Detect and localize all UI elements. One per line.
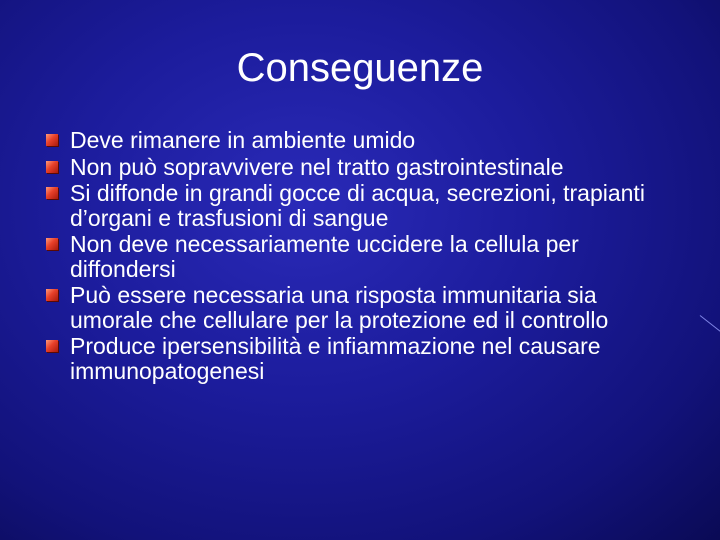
decorative-line bbox=[700, 315, 720, 333]
slide-title: Conseguenze bbox=[236, 46, 484, 90]
bullet-text: Produce ipersensibilità e infiammazione nel causare immunopatogenesi bbox=[70, 333, 601, 384]
red-square-icon bbox=[46, 340, 58, 352]
red-square-icon bbox=[46, 187, 58, 199]
red-square-icon bbox=[46, 289, 58, 301]
red-square-icon bbox=[46, 238, 58, 250]
bullet-item bbox=[42, 232, 682, 281]
bullet-item bbox=[42, 283, 682, 332]
bullet-item bbox=[42, 334, 682, 383]
red-square-icon bbox=[46, 161, 58, 173]
bullet-item bbox=[42, 181, 682, 230]
red-square-icon bbox=[46, 134, 58, 146]
bullet-item bbox=[42, 155, 682, 180]
bullet-text: Non può sopravvivere nel tratto gastrointestinale bbox=[70, 153, 564, 180]
bullet-list bbox=[42, 128, 682, 385]
bullet-text: Si diffonde in grandi gocce di acqua, secrezioni, trapianti d’organi e trasfusioni di sangue bbox=[70, 180, 645, 231]
bullet-text: Deve rimanere in ambiente umido bbox=[70, 127, 416, 153]
bullet-text: Può essere necessaria una risposta immunitaria sia umorale che cellulare per la protezione ed il controllo bbox=[70, 282, 609, 333]
bullet-item bbox=[42, 128, 682, 153]
bullet-text: Non deve necessariamente uccidere la cellula per diffondersi bbox=[70, 231, 579, 282]
